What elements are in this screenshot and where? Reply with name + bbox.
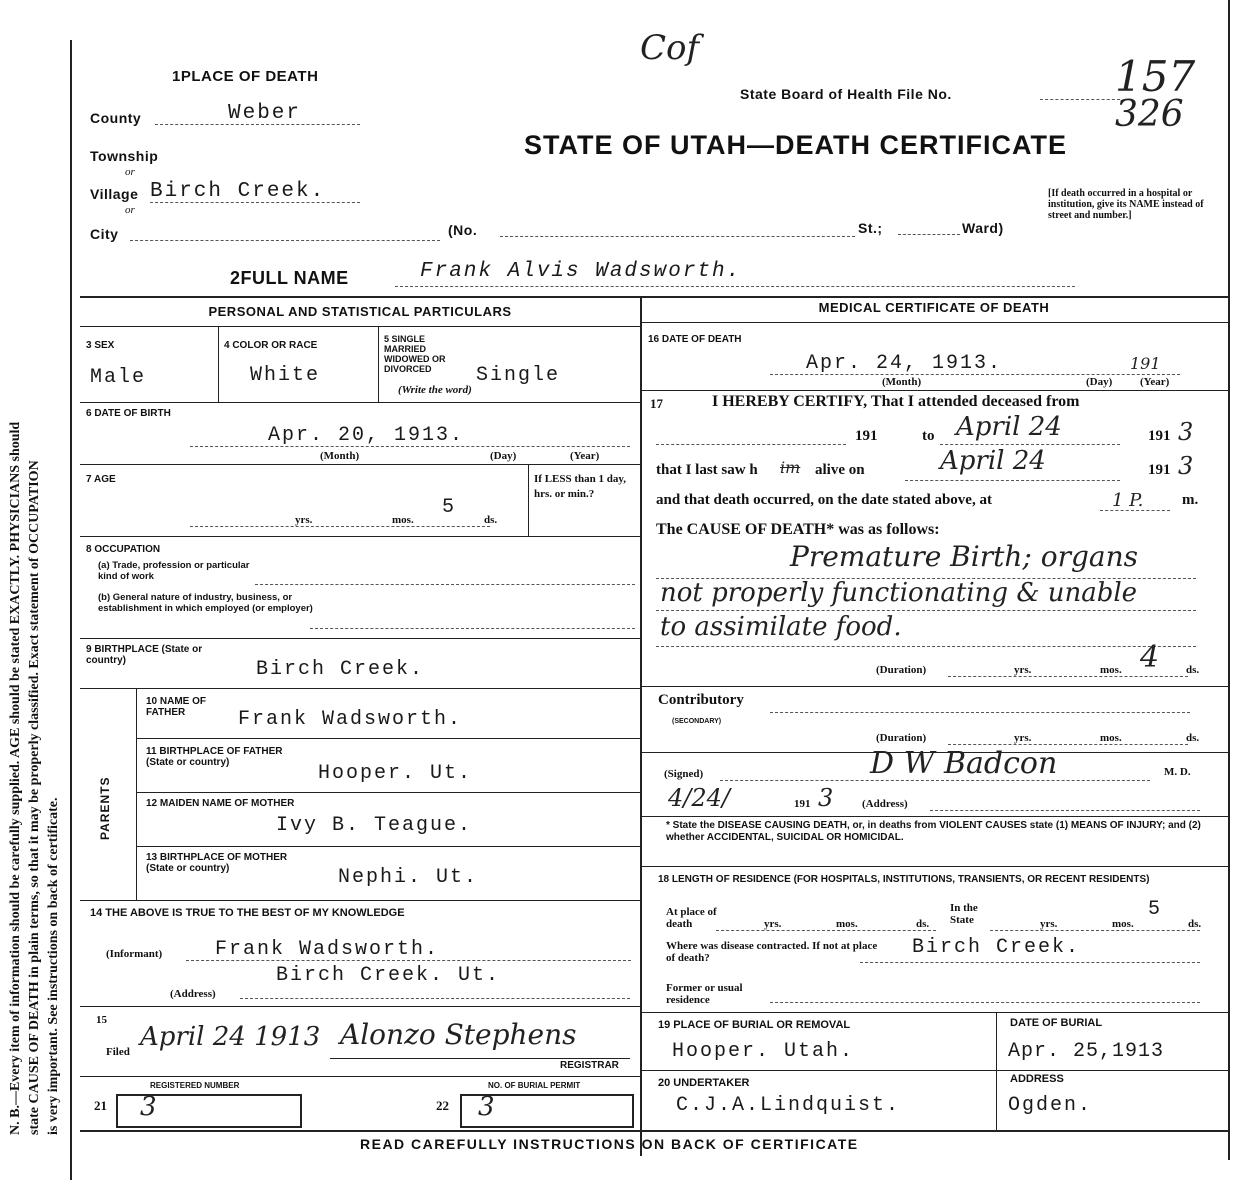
undertaker-label: 20 UNDERTAKER — [658, 1077, 750, 1089]
residence-mos: mos. — [836, 918, 858, 930]
father-label: 10 NAME OF FATHER — [146, 696, 207, 718]
occurred-value: 1 P. — [1112, 490, 1144, 511]
registrar-signature: Alonzo Stephens — [340, 1018, 577, 1051]
duration-ds: ds. — [1186, 664, 1200, 676]
occupation-label: 8 OCCUPATION — [86, 544, 161, 555]
outer-left-border — [70, 40, 72, 1180]
dod-day: (Day) — [1086, 376, 1113, 388]
certificate-title: STATE OF UTAH—DEATH CERTIFICATE — [524, 130, 1067, 160]
address-label: (Address) — [170, 988, 216, 1000]
alive-on: alive on — [815, 462, 865, 478]
dob-day: (Day) — [490, 450, 517, 462]
informant-value: Frank Wadsworth. — [215, 938, 440, 961]
handwritten-mark: Cof — [640, 28, 700, 68]
village-label: Village — [90, 186, 139, 202]
burial-permit-label: NO. OF BURIAL PERMIT — [488, 1081, 581, 1090]
occupation-a-dots — [255, 584, 635, 585]
signature-address-dots — [930, 810, 1200, 811]
burial-divider — [996, 1012, 997, 1132]
age-dots — [190, 526, 490, 527]
alive-year-digit: 3 — [1178, 452, 1194, 480]
ward-dots — [898, 234, 960, 235]
duration2-ds: ds. — [1186, 732, 1200, 744]
duration-mos-value: 4 — [1140, 640, 1160, 675]
duration2-label: (Duration) — [876, 732, 927, 744]
medical-section-title: MEDICAL CERTIFICATE OF DEATH — [818, 300, 1050, 315]
color-value: White — [250, 364, 321, 387]
registered-value: 3 — [140, 1092, 157, 1122]
signed-label: (Signed) — [664, 768, 704, 780]
occurred-m: m. — [1182, 492, 1199, 508]
hospital-note: [If death occurred in a hospital or institution, give its NAME instead of street and number.] — [1048, 188, 1204, 221]
registered-num: 21 — [94, 1098, 107, 1113]
burial-date-label: DATE OF BURIAL — [1010, 1017, 1103, 1029]
birthplace-label: 9 BIRTHPLACE (State or country) — [86, 644, 203, 666]
marital-value: Single — [476, 364, 561, 387]
dob-label: 6 DATE OF BIRTH — [86, 408, 171, 419]
row-signed-bottom — [640, 816, 1228, 817]
to-year: 191 — [1148, 428, 1171, 444]
burial-place-label: 19 PLACE OF BURIAL OR REMOVAL — [658, 1019, 851, 1031]
township-label: Township — [90, 148, 159, 164]
mother-birthplace-label: 13 BIRTHPLACE OF MOTHER (State or country) — [146, 852, 288, 874]
marital-label: 5 SINGLE MARRIED WIDOWED OR DIVORCED — [384, 334, 446, 374]
cause-line-3: to assimilate food. — [660, 612, 902, 642]
village-value: Birch Creek. — [150, 180, 326, 203]
undertaker-address-value: Ogden. — [1008, 1094, 1093, 1117]
occupation-b: (b) General nature of industry, business, or establishment in which employed (or employer) — [98, 592, 313, 614]
age-ds: ds. — [484, 514, 498, 526]
contributory-dots — [770, 712, 1190, 713]
permit-value: 3 — [478, 1092, 495, 1122]
signed-191: 191 — [794, 798, 811, 810]
age-mos: mos. — [392, 514, 414, 526]
dod-label: 16 DATE OF DEATH — [648, 334, 742, 345]
contracted-value: Birch Creek. — [912, 936, 1081, 959]
former-label: Former or usual residence — [666, 982, 743, 1006]
parents-label: PARENTS — [98, 776, 112, 840]
signed-year-digit: 3 — [818, 784, 834, 812]
knowledge-label: 14 THE ABOVE IS TRUE TO THE BEST OF MY KNOWLEDGE — [90, 907, 405, 919]
or-text-1: or — [125, 166, 135, 178]
row-informant-bottom — [80, 1006, 640, 1007]
cause-dots-2 — [656, 610, 1196, 611]
cause-line-2: not properly functionating & unable — [660, 578, 1138, 608]
row-filed-bottom — [80, 1076, 640, 1077]
address-dots — [240, 998, 630, 999]
filed-number: 15 — [96, 1014, 107, 1026]
former-dots — [770, 1002, 1200, 1003]
village-dots — [150, 202, 360, 203]
burial-date-value: Apr. 25,1913 — [1008, 1040, 1165, 1063]
dod-value: Apr. 24, 1913. — [806, 352, 1003, 375]
in-state-dots — [990, 930, 1200, 931]
residence-ds: ds. — [916, 918, 930, 930]
certify-number: 17 — [650, 396, 663, 411]
alive-dots — [905, 480, 1120, 481]
state-mos: mos. — [1112, 918, 1134, 930]
main-top-border — [80, 296, 1228, 298]
undertaker-address-label: ADDRESS — [1010, 1073, 1064, 1085]
registrar-label: REGISTRAR — [560, 1060, 619, 1071]
residence-yrs: yrs. — [764, 918, 782, 930]
age-label: 7 AGE — [86, 474, 116, 485]
footnote: * State the DISEASE CAUSING DEATH, or, in deaths from VIOLENT CAUSES state (1) MEANS OF INJURY; and (2) whether ACCIDENTAL, SUICIDAL OR HOMICIDAL. — [666, 820, 1201, 843]
signed-date: 4/24/ — [668, 784, 730, 812]
permit-num: 22 — [436, 1098, 449, 1113]
filed-label: Filed — [106, 1046, 130, 1058]
row-dob-bottom — [80, 464, 640, 465]
birthplace-value: Birch Creek. — [256, 658, 425, 681]
occupation-b-dots — [310, 628, 635, 629]
dod-191: 191 — [1130, 354, 1161, 373]
row-footnote-bottom — [640, 866, 1228, 867]
duration-dots — [948, 676, 1188, 677]
duration-mos: mos. — [1100, 664, 1122, 676]
residence-label: 18 LENGTH OF RESIDENCE (FOR HOSPITALS, INSTITUTIONS, TRANSIENTS, OR RECENT RESIDENTS) — [658, 874, 1150, 885]
state-ds: ds. — [1188, 918, 1202, 930]
row-cause-bottom — [640, 686, 1228, 687]
file-no-label: State Board of Health File No. — [740, 86, 952, 102]
father-value: Frank Wadsworth. — [238, 708, 463, 731]
md-label: M. D. — [1164, 766, 1191, 778]
occurred-text: and that death occurred, on the date stated above, at — [656, 492, 992, 508]
full-name-label: 2FULL NAME — [230, 268, 349, 288]
age-ds-value: 5 — [442, 496, 457, 519]
st-label: St.; — [858, 220, 883, 236]
place-of-death-label: 1PLACE OF DEATH — [172, 68, 319, 85]
alive-value: April 24 — [940, 446, 1046, 476]
row-burial-bottom — [640, 1070, 1228, 1071]
signed-value: D W Badcon — [870, 746, 1058, 781]
ward-label: Ward) — [962, 220, 1004, 236]
dob-value: Apr. 20, 1913. — [268, 424, 465, 447]
undertaker-value: C.J.A.Lindquist. — [676, 1094, 901, 1117]
cause-dots-3 — [656, 646, 1196, 647]
city-dots — [130, 240, 440, 241]
dod-year: (Year) — [1140, 376, 1170, 388]
dob-month: (Month) — [320, 450, 360, 462]
informant-label: (Informant) — [106, 948, 163, 960]
duration2-yrs: yrs. — [1014, 732, 1032, 744]
personal-section-title: PERSONAL AND STATISTICAL PARTICULARS — [208, 304, 512, 319]
main-bottom-border — [80, 1130, 1228, 1132]
duration-label: (Duration) — [876, 664, 927, 676]
row-sex-bottom — [80, 402, 640, 403]
row-residence-bottom — [640, 1012, 1228, 1013]
to-year-digit: 3 — [1178, 418, 1194, 446]
parents-divider — [136, 688, 137, 900]
color-divider — [378, 326, 379, 402]
to-dots — [940, 444, 1120, 445]
duration2-mos: mos. — [1100, 732, 1122, 744]
registered-number-label: REGISTERED NUMBER — [150, 1081, 240, 1090]
file-no-value-1: 157 — [1115, 52, 1196, 101]
right-title-underline — [640, 322, 1228, 323]
footer-instructions: READ CAREFULLY INSTRUCTIONS ON BACK OF CERTIFICATE — [360, 1136, 859, 1152]
margin-note-line-2: state CAUSE OF DEATH in plain terms, so that it may be properly classified. Exact statement of OCCUPATION — [27, 460, 42, 1135]
contracted-dots — [860, 962, 1200, 963]
row-father-bottom — [136, 738, 640, 739]
duration2-dots — [948, 744, 1188, 745]
mother-birthplace-value: Nephi. Ut. — [338, 866, 479, 889]
marital-hint: (Write the word) — [398, 384, 472, 396]
row-mother-bottom — [136, 846, 640, 847]
file-no-dots — [1040, 99, 1120, 100]
last-saw-struck: im — [780, 458, 801, 477]
sex-label: 3 SEX — [86, 340, 115, 351]
or-text-2: or — [125, 204, 135, 216]
registrar-line — [330, 1058, 630, 1059]
center-divider — [640, 296, 642, 1156]
row-dod-bottom — [640, 390, 1228, 391]
cause-label: The CAUSE OF DEATH* was as follows: — [656, 521, 940, 538]
to-value: April 24 — [956, 412, 1062, 442]
at-place-label: At place of death — [666, 906, 717, 930]
color-label: 4 COLOR OR RACE — [224, 340, 318, 351]
file-no-value-2: 326 — [1115, 94, 1184, 135]
row-birthplace-bottom — [80, 688, 640, 689]
age-yrs: yrs. — [295, 514, 313, 526]
from-191: 191 — [855, 428, 878, 444]
sex-value: Male — [90, 366, 147, 389]
address-value: Birch Creek. Ut. — [276, 964, 501, 987]
county-label: County — [90, 110, 142, 126]
contracted-label: Where was disease contracted. If not at place of death? — [666, 940, 878, 964]
state-yrs: yrs. — [1040, 918, 1058, 930]
mother-value: Ivy B. Teague. — [276, 814, 473, 837]
father-birthplace-value: Hooper. Ut. — [318, 762, 473, 785]
alive-year: 191 — [1148, 462, 1171, 478]
cause-line-1: Premature Birth; organs — [790, 540, 1138, 573]
from-dots — [656, 444, 846, 445]
father-birthplace-label: 11 BIRTHPLACE OF FATHER (State or country) — [146, 746, 283, 768]
sex-divider — [218, 326, 219, 402]
at-place-dots — [716, 930, 936, 931]
left-title-underline — [80, 326, 640, 327]
to-label: to — [922, 428, 935, 444]
county-value: Weber — [228, 102, 302, 125]
burial-place-value: Hooper. Utah. — [672, 1040, 855, 1063]
duration-yrs: yrs. — [1014, 664, 1032, 676]
certify-text: I HEREBY CERTIFY, That I attended deceased from — [712, 393, 1080, 410]
row-age-bottom — [80, 536, 640, 537]
street-dots — [500, 236, 855, 237]
mother-label: 12 MAIDEN NAME OF MOTHER — [146, 798, 295, 809]
filed-value: April 24 1913 — [140, 1022, 321, 1052]
row-occupation-bottom — [80, 638, 640, 639]
less-than-label: If LESS than 1 day, hrs. or min.? — [534, 473, 627, 500]
outer-right-border — [1228, 0, 1230, 1160]
dod-month: (Month) — [882, 376, 922, 388]
dob-year: (Year) — [570, 450, 600, 462]
city-label: City — [90, 226, 119, 242]
row-father-bp-bottom — [136, 792, 640, 793]
contributory-label: Contributory — [658, 692, 744, 708]
full-name-dots — [395, 286, 1075, 287]
occupation-a: (a) Trade, profession or particular kind of work — [98, 560, 250, 582]
signature-address-label: (Address) — [862, 798, 908, 810]
margin-note-line-1: N. B.—Every item of information should be carefully supplied. AGE should be stated EXACTLY. PHYSICIANS should — [8, 421, 23, 1135]
state-mos-value: 5 — [1148, 898, 1163, 921]
in-state-label: In the State — [950, 902, 978, 926]
age-divider — [528, 464, 529, 536]
full-name-value: Frank Alvis Wadsworth. — [420, 260, 742, 283]
margin-note-line-3: is very important. See instructions on back of certificate. — [46, 797, 61, 1135]
row-parents-bottom — [80, 900, 640, 901]
secondary-label: (SECONDARY) — [672, 718, 722, 725]
last-saw-text: that I last saw h — [656, 462, 758, 478]
no-label: (No. — [448, 222, 478, 238]
